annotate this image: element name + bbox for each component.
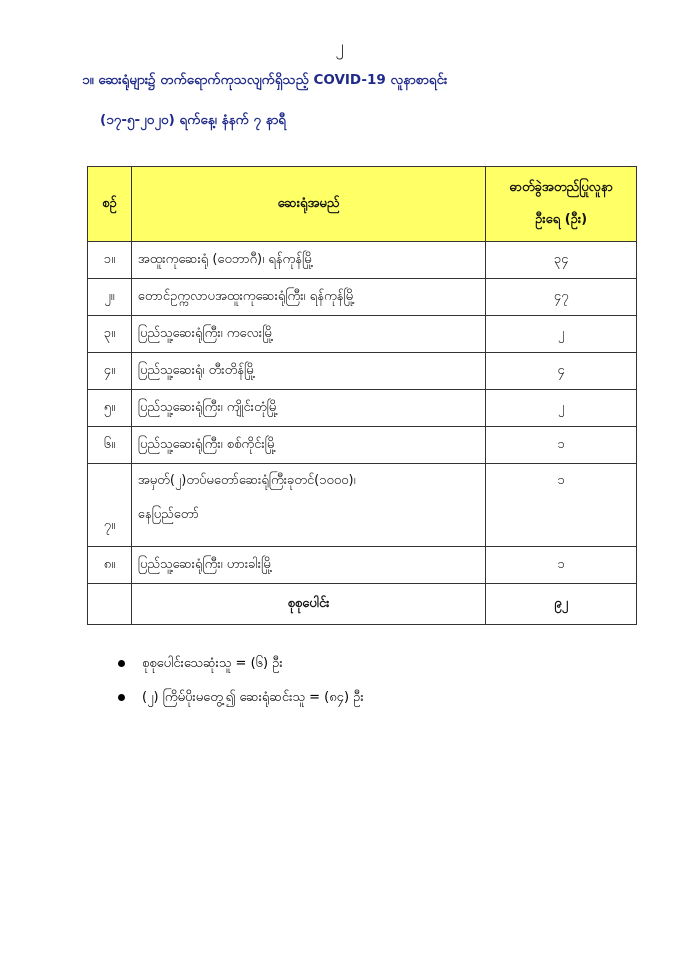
header-confirmed-count — [486, 167, 637, 242]
table-row — [88, 316, 637, 353]
table-total-row — [88, 584, 637, 625]
row-count: ၁ — [486, 464, 637, 547]
row-hospital-name: ပြည်သူ့ဆေးရုံကြီး၊ စစ်ကိုင်းမြို့ — [131, 427, 485, 464]
table-row — [88, 427, 637, 464]
bullet-icon — [118, 660, 125, 667]
document-heading: ၁။ ဆေးရုံများ၌ တက်ရောက်ကုသလျက်ရှိသည့် COVID-19 လူနာစာရင်း — [82, 72, 448, 88]
row-hospital-name: အထူးကုဆေးရုံ (ဝေဘာဂီ)၊ ရန်ကုန်မြို့ — [131, 242, 485, 279]
total-empty-cell — [88, 584, 132, 625]
row-hospital-name-line2: နေပြည်တော် — [137, 507, 199, 522]
row-number: ၆။ — [88, 427, 132, 464]
row-number: ၅။ — [88, 390, 132, 427]
total-label: စုစုပေါင်း — [131, 584, 485, 625]
hospital-cases-table — [87, 166, 637, 625]
table-row — [88, 547, 637, 584]
row-hospital-name-line1: အမှတ်(၂)တပ်မတော်ဆေးရုံကြီးခုတင်(၁၀၀၀)၊ — [137, 473, 356, 488]
row-count: ၂ — [486, 316, 637, 353]
row-number: ၁။ — [88, 242, 132, 279]
note-discharged: (၂) ကြိမ်ပိုးမတွေ့၍ ဆေးရုံဆင်းသူ = (၈၄) ဦး — [142, 690, 364, 705]
header-no: စဉ် — [88, 167, 132, 242]
table-row — [88, 464, 637, 547]
table-header-row — [88, 167, 637, 242]
page-number: ၂ — [335, 37, 344, 57]
document-subheading: (၁၇-၅-၂၀၂၀) ရက်နေ့၊ နံနက် ၇ နာရီ — [100, 112, 287, 128]
row-count: ၁ — [486, 427, 637, 464]
table-row — [88, 390, 637, 427]
row-hospital-name: ပြည်သူ့ဆေးရုံကြီး၊ ဟားခါးမြို့ — [131, 547, 485, 584]
header-hospital-name: ဆေးရုံအမည် — [131, 167, 485, 242]
header-count-line1: ဓာတ်ခွဲအတည်ပြုလူနာ — [509, 180, 613, 195]
row-count: ၄၇ — [486, 279, 637, 316]
row-count: ၃၄ — [486, 242, 637, 279]
row-number: ၃။ — [88, 316, 132, 353]
note-deaths: စုစုပေါင်းသေဆုံးသူ = (၆) ဦး — [142, 656, 283, 671]
row-number: ၈။ — [88, 547, 132, 584]
bullet-icon — [118, 694, 125, 701]
table-row — [88, 279, 637, 316]
row-hospital-name: တောင်ဥက္ကလာပအထူးကုဆေးရုံကြီး၊ ရန်ကုန်မြို့ — [131, 279, 485, 316]
table-row — [88, 242, 637, 279]
row-number: ၄။ — [88, 353, 132, 390]
total-value: ၉၂ — [486, 584, 637, 625]
header-count-line2: ဦးရေ (ဦး) — [535, 212, 588, 227]
row-hospital-name: ပြည်သူ့ဆေးရုံ၊ တီးတိန်မြို့ — [131, 353, 485, 390]
row-count: ၁ — [486, 547, 637, 584]
row-hospital-name — [131, 464, 485, 547]
row-number: ၂။ — [88, 279, 132, 316]
table-row — [88, 353, 637, 390]
row-hospital-name: ပြည်သူ့ဆေးရုံကြီး၊ ကျိုင်းတုံမြို့ — [131, 390, 485, 427]
row-count: ၄ — [486, 353, 637, 390]
row-number: ၇။ — [88, 464, 132, 547]
list-item — [118, 686, 364, 720]
row-count: ၂ — [486, 390, 637, 427]
list-item — [118, 652, 364, 686]
summary-notes — [118, 652, 364, 720]
row-hospital-name: ပြည်သူ့ဆေးရုံကြီး၊ ကလေးမြို့ — [131, 316, 485, 353]
